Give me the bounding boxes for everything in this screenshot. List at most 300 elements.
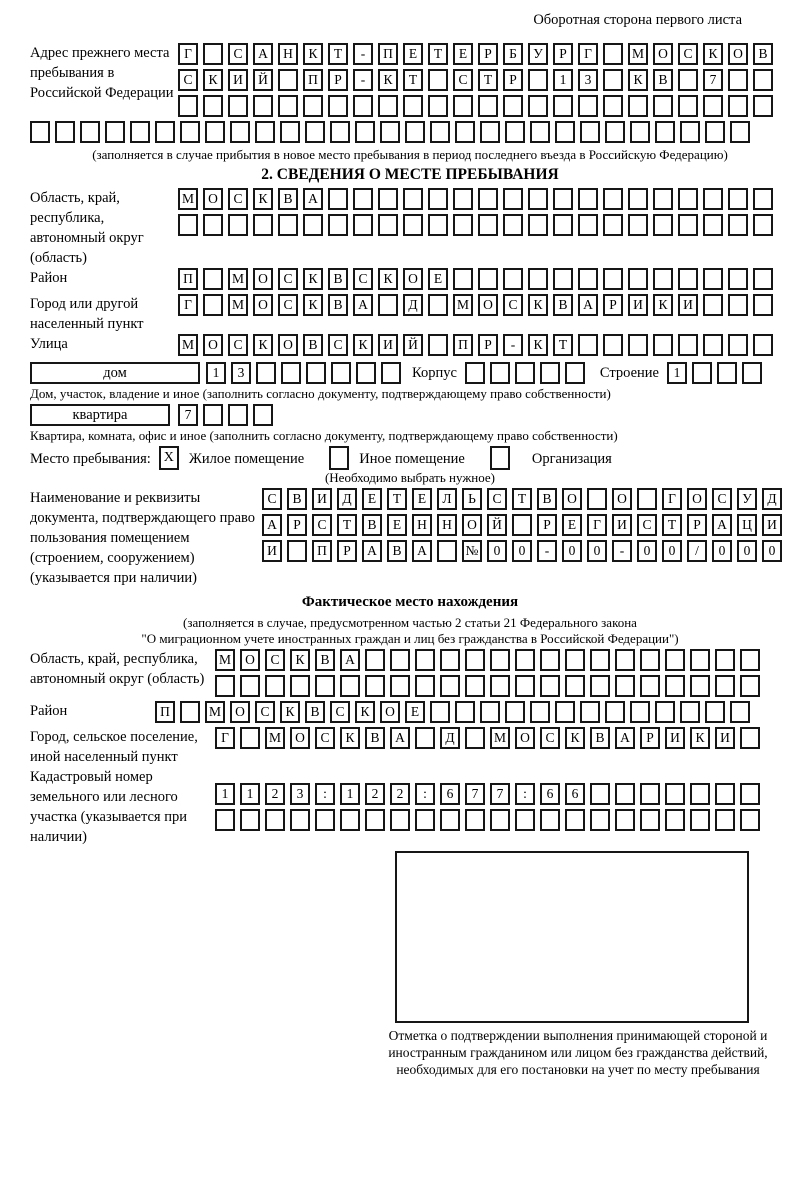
- char-cell[interactable]: [678, 188, 698, 210]
- char-cell[interactable]: [280, 121, 300, 143]
- char-cell[interactable]: №: [462, 540, 482, 562]
- char-cell[interactable]: [553, 214, 573, 236]
- char-cell[interactable]: С: [487, 488, 507, 510]
- char-cell[interactable]: :: [415, 783, 435, 805]
- char-cell[interactable]: [353, 214, 373, 236]
- char-cell[interactable]: [653, 334, 673, 356]
- char-cell[interactable]: [228, 404, 248, 426]
- stay-type-checkbox-other-premises[interactable]: [329, 446, 349, 470]
- char-cell[interactable]: В: [287, 488, 307, 510]
- char-cell[interactable]: О: [203, 334, 223, 356]
- char-cell[interactable]: [430, 701, 450, 723]
- char-cell[interactable]: В: [553, 294, 573, 316]
- cadastre-row-1[interactable]: [215, 783, 765, 805]
- char-cell[interactable]: [215, 675, 235, 697]
- char-cell[interactable]: [603, 95, 623, 117]
- char-cell[interactable]: [530, 701, 550, 723]
- char-cell[interactable]: Р: [603, 294, 623, 316]
- char-cell[interactable]: [503, 95, 523, 117]
- char-cell[interactable]: Т: [512, 488, 532, 510]
- char-cell[interactable]: [728, 334, 748, 356]
- char-cell[interactable]: 6: [440, 783, 460, 805]
- char-cell[interactable]: [490, 362, 510, 384]
- char-cell[interactable]: Т: [478, 69, 498, 91]
- char-cell[interactable]: [655, 701, 675, 723]
- char-cell[interactable]: [753, 188, 773, 210]
- char-cell[interactable]: [230, 121, 250, 143]
- char-cell[interactable]: М: [490, 727, 510, 749]
- char-cell[interactable]: [590, 675, 610, 697]
- char-cell[interactable]: [628, 188, 648, 210]
- char-cell[interactable]: С: [315, 727, 335, 749]
- char-cell[interactable]: [428, 95, 448, 117]
- char-cell[interactable]: Е: [562, 514, 582, 536]
- char-cell[interactable]: К: [690, 727, 710, 749]
- char-cell[interactable]: :: [315, 783, 335, 805]
- char-cell[interactable]: Д: [762, 488, 782, 510]
- char-cell[interactable]: [480, 121, 500, 143]
- char-cell[interactable]: Г: [178, 294, 198, 316]
- char-cell[interactable]: [503, 268, 523, 290]
- stay-type-checkbox-organization[interactable]: [490, 446, 510, 470]
- char-cell[interactable]: [278, 95, 298, 117]
- char-cell[interactable]: С: [540, 727, 560, 749]
- char-cell[interactable]: [630, 701, 650, 723]
- char-cell[interactable]: Й: [253, 69, 273, 91]
- char-cell[interactable]: [490, 649, 510, 671]
- char-cell[interactable]: [580, 121, 600, 143]
- street-row[interactable]: [178, 334, 778, 356]
- char-cell[interactable]: [578, 268, 598, 290]
- char-cell[interactable]: [405, 121, 425, 143]
- char-cell[interactable]: [703, 95, 723, 117]
- char-cell[interactable]: [565, 649, 585, 671]
- char-cell[interactable]: Д: [337, 488, 357, 510]
- char-cell[interactable]: [465, 727, 485, 749]
- char-cell[interactable]: [440, 809, 460, 831]
- char-cell[interactable]: 6: [565, 783, 585, 805]
- char-cell[interactable]: [365, 809, 385, 831]
- char-cell[interactable]: М: [265, 727, 285, 749]
- char-cell[interactable]: [437, 540, 457, 562]
- char-cell[interactable]: [340, 675, 360, 697]
- char-cell[interactable]: [703, 294, 723, 316]
- char-cell[interactable]: [615, 675, 635, 697]
- char-cell[interactable]: [553, 95, 573, 117]
- char-cell[interactable]: [540, 649, 560, 671]
- char-cell[interactable]: [753, 95, 773, 117]
- char-cell[interactable]: 1: [206, 362, 226, 384]
- char-cell[interactable]: Т: [328, 43, 348, 65]
- char-cell[interactable]: Е: [387, 514, 407, 536]
- char-cell[interactable]: С: [712, 488, 732, 510]
- char-cell[interactable]: [665, 783, 685, 805]
- char-cell[interactable]: К: [565, 727, 585, 749]
- char-cell[interactable]: [390, 649, 410, 671]
- char-cell[interactable]: С: [637, 514, 657, 536]
- char-cell[interactable]: В: [387, 540, 407, 562]
- char-cell[interactable]: [565, 809, 585, 831]
- char-cell[interactable]: И: [612, 514, 632, 536]
- char-cell[interactable]: 7: [703, 69, 723, 91]
- char-cell[interactable]: [328, 95, 348, 117]
- char-cell[interactable]: [290, 809, 310, 831]
- char-cell[interactable]: [365, 649, 385, 671]
- char-cell[interactable]: [653, 95, 673, 117]
- char-cell[interactable]: И: [312, 488, 332, 510]
- char-cell[interactable]: 2: [265, 783, 285, 805]
- char-cell[interactable]: [453, 188, 473, 210]
- char-cell[interactable]: [355, 121, 375, 143]
- char-cell[interactable]: [440, 675, 460, 697]
- document-row-1[interactable]: [262, 488, 787, 510]
- char-cell[interactable]: [540, 362, 560, 384]
- char-cell[interactable]: Н: [437, 514, 457, 536]
- char-cell[interactable]: В: [278, 188, 298, 210]
- char-cell[interactable]: [615, 649, 635, 671]
- char-cell[interactable]: [203, 294, 223, 316]
- char-cell[interactable]: М: [453, 294, 473, 316]
- char-cell[interactable]: О: [403, 268, 423, 290]
- char-cell[interactable]: [403, 214, 423, 236]
- char-cell[interactable]: [715, 783, 735, 805]
- char-cell[interactable]: [228, 95, 248, 117]
- char-cell[interactable]: В: [362, 514, 382, 536]
- char-cell[interactable]: [55, 121, 75, 143]
- char-cell[interactable]: В: [537, 488, 557, 510]
- char-cell[interactable]: 2: [390, 783, 410, 805]
- char-cell[interactable]: [590, 649, 610, 671]
- char-cell[interactable]: [690, 809, 710, 831]
- char-cell[interactable]: [265, 809, 285, 831]
- char-cell[interactable]: О: [278, 334, 298, 356]
- char-cell[interactable]: В: [303, 334, 323, 356]
- char-cell[interactable]: Р: [337, 540, 357, 562]
- char-cell[interactable]: [628, 95, 648, 117]
- char-cell[interactable]: 0: [712, 540, 732, 562]
- char-cell[interactable]: В: [315, 649, 335, 671]
- char-cell[interactable]: [328, 188, 348, 210]
- char-cell[interactable]: И: [628, 294, 648, 316]
- char-cell[interactable]: [603, 268, 623, 290]
- char-cell[interactable]: [503, 188, 523, 210]
- char-cell[interactable]: [753, 69, 773, 91]
- char-cell[interactable]: П: [453, 334, 473, 356]
- char-cell[interactable]: О: [253, 268, 273, 290]
- char-cell[interactable]: -: [353, 69, 373, 91]
- char-cell[interactable]: [728, 214, 748, 236]
- char-cell[interactable]: [490, 809, 510, 831]
- char-cell[interactable]: [603, 188, 623, 210]
- char-cell[interactable]: В: [590, 727, 610, 749]
- char-cell[interactable]: К: [303, 43, 323, 65]
- char-cell[interactable]: Н: [278, 43, 298, 65]
- char-cell[interactable]: О: [230, 701, 250, 723]
- char-cell[interactable]: Р: [537, 514, 557, 536]
- char-cell[interactable]: [640, 675, 660, 697]
- char-cell[interactable]: 0: [762, 540, 782, 562]
- char-cell[interactable]: [690, 675, 710, 697]
- char-cell[interactable]: [753, 334, 773, 356]
- char-cell[interactable]: [730, 701, 750, 723]
- document-row-3[interactable]: [262, 540, 787, 562]
- char-cell[interactable]: [628, 268, 648, 290]
- char-cell[interactable]: [428, 188, 448, 210]
- char-cell[interactable]: У: [737, 488, 757, 510]
- char-cell[interactable]: [203, 43, 223, 65]
- char-cell[interactable]: А: [340, 649, 360, 671]
- char-cell[interactable]: 0: [512, 540, 532, 562]
- char-cell[interactable]: [380, 121, 400, 143]
- char-cell[interactable]: О: [562, 488, 582, 510]
- char-cell[interactable]: М: [178, 188, 198, 210]
- char-cell[interactable]: О: [380, 701, 400, 723]
- actual-region-row-2[interactable]: [215, 675, 765, 697]
- char-cell[interactable]: [578, 334, 598, 356]
- char-cell[interactable]: О: [728, 43, 748, 65]
- stay-type-checkbox-residential[interactable]: X: [159, 446, 179, 470]
- char-cell[interactable]: Е: [412, 488, 432, 510]
- char-cell[interactable]: Р: [687, 514, 707, 536]
- char-cell[interactable]: Г: [587, 514, 607, 536]
- char-cell[interactable]: [753, 214, 773, 236]
- char-cell[interactable]: [415, 727, 435, 749]
- char-cell[interactable]: [430, 121, 450, 143]
- char-cell[interactable]: [315, 675, 335, 697]
- char-cell[interactable]: [403, 188, 423, 210]
- char-cell[interactable]: [678, 334, 698, 356]
- char-cell[interactable]: 0: [637, 540, 657, 562]
- char-cell[interactable]: К: [253, 188, 273, 210]
- char-cell[interactable]: [178, 95, 198, 117]
- char-cell[interactable]: -: [353, 43, 373, 65]
- char-cell[interactable]: Н: [412, 514, 432, 536]
- char-cell[interactable]: [690, 783, 710, 805]
- char-cell[interactable]: [306, 362, 326, 384]
- char-cell[interactable]: М: [178, 334, 198, 356]
- char-cell[interactable]: [530, 121, 550, 143]
- char-cell[interactable]: Т: [428, 43, 448, 65]
- char-cell[interactable]: [256, 362, 276, 384]
- char-cell[interactable]: И: [715, 727, 735, 749]
- char-cell[interactable]: [540, 675, 560, 697]
- char-cell[interactable]: Т: [553, 334, 573, 356]
- char-cell[interactable]: В: [365, 727, 385, 749]
- char-cell[interactable]: В: [753, 43, 773, 65]
- char-cell[interactable]: Т: [337, 514, 357, 536]
- char-cell[interactable]: С: [312, 514, 332, 536]
- char-cell[interactable]: Ь: [462, 488, 482, 510]
- char-cell[interactable]: [728, 294, 748, 316]
- char-cell[interactable]: К: [528, 334, 548, 356]
- char-cell[interactable]: [356, 362, 376, 384]
- char-cell[interactable]: [287, 540, 307, 562]
- city-row[interactable]: [178, 294, 778, 316]
- char-cell[interactable]: [480, 701, 500, 723]
- char-cell[interactable]: О: [253, 294, 273, 316]
- char-cell[interactable]: [680, 121, 700, 143]
- char-cell[interactable]: 7: [178, 404, 198, 426]
- char-cell[interactable]: 0: [737, 540, 757, 562]
- char-cell[interactable]: [653, 214, 673, 236]
- char-cell[interactable]: [603, 214, 623, 236]
- char-cell[interactable]: -: [537, 540, 557, 562]
- char-cell[interactable]: А: [412, 540, 432, 562]
- char-cell[interactable]: Е: [428, 268, 448, 290]
- char-cell[interactable]: С: [262, 488, 282, 510]
- char-cell[interactable]: С: [255, 701, 275, 723]
- char-cell[interactable]: [578, 95, 598, 117]
- char-cell[interactable]: С: [228, 43, 248, 65]
- char-cell[interactable]: [740, 649, 760, 671]
- char-cell[interactable]: В: [328, 294, 348, 316]
- char-cell[interactable]: 3: [578, 69, 598, 91]
- char-cell[interactable]: Л: [437, 488, 457, 510]
- char-cell[interactable]: Г: [662, 488, 682, 510]
- stroenie-row[interactable]: [667, 362, 767, 384]
- char-cell[interactable]: [465, 809, 485, 831]
- char-cell[interactable]: П: [312, 540, 332, 562]
- char-cell[interactable]: К: [340, 727, 360, 749]
- char-cell[interactable]: [290, 675, 310, 697]
- char-cell[interactable]: Е: [362, 488, 382, 510]
- char-cell[interactable]: 6: [540, 783, 560, 805]
- char-cell[interactable]: [381, 362, 401, 384]
- char-cell[interactable]: С: [228, 334, 248, 356]
- char-cell[interactable]: [281, 362, 301, 384]
- actual-region-row-1[interactable]: [215, 649, 765, 671]
- char-cell[interactable]: [428, 294, 448, 316]
- char-cell[interactable]: [730, 121, 750, 143]
- char-cell[interactable]: [753, 268, 773, 290]
- char-cell[interactable]: 1: [667, 362, 687, 384]
- char-cell[interactable]: [478, 214, 498, 236]
- char-cell[interactable]: В: [305, 701, 325, 723]
- document-row-2[interactable]: [262, 514, 787, 536]
- char-cell[interactable]: [590, 809, 610, 831]
- char-cell[interactable]: Г: [578, 43, 598, 65]
- char-cell[interactable]: Р: [503, 69, 523, 91]
- char-cell[interactable]: [378, 294, 398, 316]
- char-cell[interactable]: П: [178, 268, 198, 290]
- char-cell[interactable]: [331, 362, 351, 384]
- char-cell[interactable]: 1: [553, 69, 573, 91]
- char-cell[interactable]: [678, 69, 698, 91]
- char-cell[interactable]: Р: [640, 727, 660, 749]
- char-cell[interactable]: [605, 121, 625, 143]
- char-cell[interactable]: [565, 675, 585, 697]
- char-cell[interactable]: [453, 268, 473, 290]
- char-cell[interactable]: [330, 121, 350, 143]
- char-cell[interactable]: 1: [215, 783, 235, 805]
- char-cell[interactable]: К: [355, 701, 375, 723]
- char-cell[interactable]: В: [328, 268, 348, 290]
- char-cell[interactable]: 2: [365, 783, 385, 805]
- char-cell[interactable]: С: [503, 294, 523, 316]
- char-cell[interactable]: [565, 362, 585, 384]
- char-cell[interactable]: [528, 214, 548, 236]
- char-cell[interactable]: Р: [287, 514, 307, 536]
- char-cell[interactable]: [80, 121, 100, 143]
- char-cell[interactable]: [255, 121, 275, 143]
- char-cell[interactable]: [540, 809, 560, 831]
- char-cell[interactable]: [555, 121, 575, 143]
- char-cell[interactable]: Р: [328, 69, 348, 91]
- char-cell[interactable]: [515, 809, 535, 831]
- char-cell[interactable]: [690, 649, 710, 671]
- char-cell[interactable]: М: [628, 43, 648, 65]
- char-cell[interactable]: А: [253, 43, 273, 65]
- char-cell[interactable]: [717, 362, 737, 384]
- char-cell[interactable]: [240, 809, 260, 831]
- apartment-number-row[interactable]: [178, 404, 278, 426]
- char-cell[interactable]: А: [262, 514, 282, 536]
- char-cell[interactable]: [105, 121, 125, 143]
- char-cell[interactable]: [478, 188, 498, 210]
- char-cell[interactable]: [253, 404, 273, 426]
- char-cell[interactable]: [415, 649, 435, 671]
- char-cell[interactable]: О: [515, 727, 535, 749]
- char-cell[interactable]: [555, 701, 575, 723]
- char-cell[interactable]: Й: [403, 334, 423, 356]
- char-cell[interactable]: [630, 121, 650, 143]
- char-cell[interactable]: [742, 362, 762, 384]
- char-cell[interactable]: [553, 268, 573, 290]
- char-cell[interactable]: [603, 69, 623, 91]
- char-cell[interactable]: [728, 268, 748, 290]
- char-cell[interactable]: А: [712, 514, 732, 536]
- char-cell[interactable]: О: [240, 649, 260, 671]
- char-cell[interactable]: К: [253, 334, 273, 356]
- char-cell[interactable]: [740, 727, 760, 749]
- char-cell[interactable]: [553, 188, 573, 210]
- char-cell[interactable]: А: [578, 294, 598, 316]
- char-cell[interactable]: [715, 809, 735, 831]
- char-cell[interactable]: /: [687, 540, 707, 562]
- char-cell[interactable]: [528, 69, 548, 91]
- char-cell[interactable]: [740, 675, 760, 697]
- char-cell[interactable]: [703, 188, 723, 210]
- char-cell[interactable]: [390, 809, 410, 831]
- char-cell[interactable]: [637, 488, 657, 510]
- char-cell[interactable]: [440, 649, 460, 671]
- char-cell[interactable]: 0: [487, 540, 507, 562]
- char-cell[interactable]: 3: [290, 783, 310, 805]
- char-cell[interactable]: [453, 95, 473, 117]
- char-cell[interactable]: [615, 783, 635, 805]
- char-cell[interactable]: [528, 268, 548, 290]
- char-cell[interactable]: [215, 809, 235, 831]
- char-cell[interactable]: С: [328, 334, 348, 356]
- char-cell[interactable]: С: [353, 268, 373, 290]
- char-cell[interactable]: [678, 214, 698, 236]
- char-cell[interactable]: [740, 783, 760, 805]
- char-cell[interactable]: [278, 214, 298, 236]
- char-cell[interactable]: Г: [215, 727, 235, 749]
- char-cell[interactable]: [415, 809, 435, 831]
- char-cell[interactable]: [478, 95, 498, 117]
- char-cell[interactable]: [728, 188, 748, 210]
- char-cell[interactable]: [590, 783, 610, 805]
- char-cell[interactable]: И: [678, 294, 698, 316]
- char-cell[interactable]: [740, 809, 760, 831]
- char-cell[interactable]: Ц: [737, 514, 757, 536]
- char-cell[interactable]: И: [378, 334, 398, 356]
- char-cell[interactable]: О: [203, 188, 223, 210]
- char-cell[interactable]: [705, 121, 725, 143]
- char-cell[interactable]: К: [303, 294, 323, 316]
- region-row-2[interactable]: [178, 214, 778, 236]
